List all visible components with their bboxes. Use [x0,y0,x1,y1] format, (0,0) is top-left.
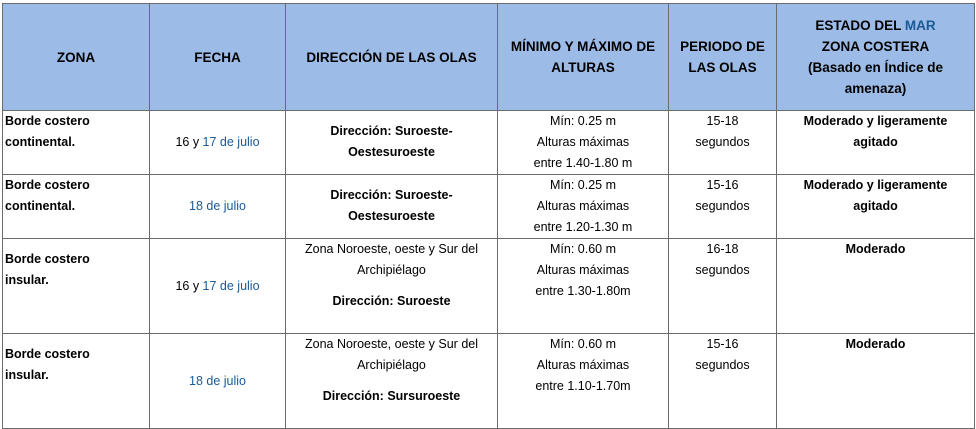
periodo-line-1: 15-16 [706,337,739,351]
periodo-line-2: segundos [695,358,750,372]
cell-alturas [498,111,669,175]
cell-estado [777,334,975,429]
alturas-range: entre 1.10-1.70m [535,379,631,393]
estado-line-1: Moderado y ligeramente [803,114,948,128]
header-estado-note: (Basado en Índice de amenaza) [807,60,944,96]
zona-line-1: Borde costero [5,178,90,192]
fecha-prefix: 16 y [175,278,203,293]
direccion-intro-line-2: Archipiélago [357,263,426,277]
direccion-intro-line-1: Zona Noroeste, oeste y Sur del [304,242,478,256]
estado-line-1: Moderado y ligeramente [803,178,948,192]
zona-line-1: Borde costero [5,252,90,266]
direccion-main [286,281,497,312]
alturas-range: entre 1.20-1.30 m [533,220,633,234]
fecha-link[interactable]: 17 de julio [202,278,260,293]
estado-line-2: agitado [853,135,898,149]
zona-line-2: continental. [5,199,76,213]
zona-line-1: Borde costero [5,347,90,361]
direccion-intro [286,334,497,376]
direccion-line-2: Oestesuroeste [348,145,435,159]
direccion-intro-line-2: Archipiélago [357,358,426,372]
cell-periodo [669,239,777,334]
zona-line-2: insular. [5,368,49,382]
direccion-intro [286,239,497,281]
direccion-main [286,376,497,407]
cell-fecha [150,334,286,429]
table-row [3,334,975,429]
header-estado-pre: ESTADO DEL [815,18,905,33]
zona-line-2: continental. [5,135,76,149]
periodo-line-2: segundos [695,199,750,213]
cell-fecha [150,111,286,175]
cell-direccion [286,239,498,334]
header-row [3,4,975,111]
header-estado-post: ZONA COSTERA [821,39,930,54]
cell-direccion [286,175,498,239]
estado-line-2: agitado [853,199,898,213]
alturas-max: Alturas máximas [536,135,630,149]
direccion-line-1: Dirección: Suroeste [332,294,451,308]
header-estado [777,4,975,111]
table-row [3,239,975,334]
direccion-line-2: Oestesuroeste [348,209,435,223]
periodo-line-2: segundos [695,135,750,149]
alturas-min: Mín: 0.25 m [550,114,616,128]
header-estado-mar[interactable]: MAR [904,18,936,33]
cell-estado [777,239,975,334]
alturas-range: entre 1.40-1.80 m [533,156,633,170]
alturas-max: Alturas máximas [536,358,630,372]
fecha-link[interactable]: 17 de julio [202,135,260,149]
cell-estado [777,111,975,175]
periodo-line-1: 16-18 [706,242,739,256]
alturas-min: Mín: 0.60 m [550,337,616,351]
cell-alturas [498,334,669,429]
fecha-link[interactable]: 18 de julio [189,199,246,213]
cell-zona [3,334,150,429]
header-alturas: MÍNIMO Y MÁXIMO DE ALTURAS [498,4,669,111]
cell-direccion [286,334,498,429]
alturas-min: Mín: 0.25 m [550,178,616,192]
alturas-max: Alturas máximas [536,199,630,213]
cell-alturas [498,175,669,239]
cell-direccion [286,111,498,175]
direccion-line-1: Dirección: Suroeste- [330,188,453,202]
cell-zona [3,111,150,175]
fecha-prefix: 16 y [175,135,203,149]
cell-periodo [669,175,777,239]
estado-line-1: Moderado [845,337,906,351]
direccion-main [286,175,497,227]
wave-forecast-table [2,3,975,429]
periodo-line-2: segundos [695,263,750,277]
zona-line-2: insular. [5,273,49,287]
alturas-range: entre 1.30-1.80m [535,284,631,298]
direccion-line-1: Dirección: Sursuroeste [322,389,461,403]
cell-periodo [669,111,777,175]
table-row [3,175,975,239]
zona-line-1: Borde costero [5,114,90,128]
periodo-line-1: 15-16 [706,178,739,192]
alturas-min: Mín: 0.60 m [550,242,616,256]
header-periodo: PERIODO DE LAS OLAS [669,4,777,111]
cell-estado [777,175,975,239]
direccion-main [286,111,497,163]
header-fecha: FECHA [150,4,286,111]
cell-zona [3,239,150,334]
header-direccion: DIRECCIÓN DE LAS OLAS [286,4,498,111]
fecha-link[interactable]: 18 de julio [189,373,246,388]
cell-periodo [669,334,777,429]
cell-fecha [150,239,286,334]
direccion-line-1: Dirección: Suroeste- [330,124,453,138]
periodo-line-1: 15-18 [706,114,739,128]
table-row [3,111,975,175]
header-zona: ZONA [3,4,150,111]
cell-fecha [150,175,286,239]
estado-line-1: Moderado [845,242,906,256]
direccion-intro-line-1: Zona Noroeste, oeste y Sur del [304,337,478,351]
alturas-max: Alturas máximas [536,263,630,277]
cell-zona [3,175,150,239]
cell-alturas [498,239,669,334]
